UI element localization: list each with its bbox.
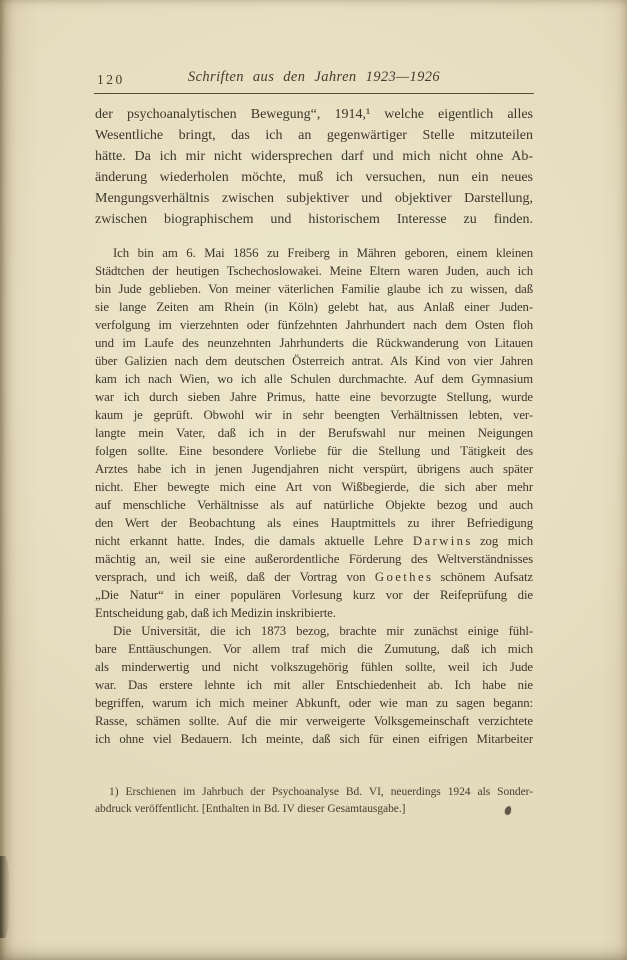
paragraph-introduction [95,104,533,230]
text-line: versprach, und ich weiß, daß der Vortrag von G o e t h e s schönem Aufsatz [95,570,533,584]
text-line: als minderwertig und nicht volkszugehörig fühlen sollte, weil ich Jude [95,660,533,674]
text-line: langte mein Vater, daß ich in der Berufswahl nur meinen Neigungen [95,426,533,440]
paragraph-university [95,622,533,748]
text-line: bare Enttäuschungen. Vor allem traf mich die Zumutung, daß ich mich [95,642,533,656]
text-line: Ich bin am 6. Mai 1856 zu Freiberg in Mähren geboren, einem kleinen [113,246,533,260]
paragraph-biography [95,244,533,622]
text-block [95,104,533,748]
text-line: 1) Erschienen im Jahrbuch der Psychoanalyse Bd. VI, neuerdings 1924 als Sonder- [109,786,533,798]
text-line: zwischen biographischem und historischem Interesse zu finden. [95,212,533,227]
text-line: war ich durch sieben Jahre Primus, hatte eine bevorzugte Stellung, wurde [95,390,533,404]
text-line: Die Universität, die ich 1873 bezog, brachte mir zunächst einige fühl- [113,624,533,638]
text-line: folgen sollte. Eine besondere Vorliebe für die Stellung und Tätigkeit des [95,444,533,458]
text-line: sie lange Zeiten am Rhein (in Köln) gelebt hat, aus Anlaß einer Juden- [95,300,533,314]
text-line: nicht erkannt hatte. Indes, die damals aktuelle Lehre D a r w i n s zog mich [95,534,533,548]
page-edge-smudge [0,856,10,938]
text-line: verfolgung im vierzehnten oder fünfzehnten Jahrhundert nach dem Osten floh [95,318,533,332]
text-line: hätte. Da ich mir nicht widersprechen darf und mich nicht ohne Ab- [95,149,533,164]
text-line: Städtchen der heutigen Tschechoslowakei. Meine Eltern waren Juden, auch ich [95,264,533,278]
page-header [95,69,533,89]
text-line: war. Das erstere lehnte ich mit aller Entschiedenheit ab. Ich habe nie [95,678,533,692]
text-line: und im Laufe des neunzehnten Jahrhunderts die Rückwanderung von Litauen [95,336,533,350]
text-line: kaum je geprüft. Obwohl wir in sehr beengten Verhältnissen lebten, ver- [95,408,533,422]
text-line: Arztes habe ich in jenen Jugendjahren nicht verspürt, übrigens auch später [95,462,533,476]
text-line: Entscheidung gab, daß ich Medizin inskribierte. [95,606,336,620]
page-number: 120 [97,72,125,87]
footnote [95,784,533,818]
text-line: „Die Natur“ in einer populären Vorlesung kurz vor der Reifeprüfung die [95,588,533,602]
text-line: bin Jude geblieben. Von meiner väterlichen Familie glaube ich zu wissen, daß [95,282,533,296]
text-line: der psychoanalytischen Bewegung“, 1914,¹ welche eigentlich alles [95,107,533,122]
text-line: auf menschliche Verhältnisse als auf natürliche Objekte bezog und auch [95,498,533,512]
text-line: begriffen, warum ich mich meiner Abkunft, oder wie man zu sagen begann: [95,696,533,710]
text-line: mächtig an, weil sie eine außerordentliche Förderung des Weltverständnisses [95,552,533,566]
text-line: den Wert der Beobachtung als eines Hauptmittels zu ihrer Befriedigung [95,516,533,530]
text-line: Mengungsverhältnis zwischen subjektiver und objektiver Darstellung, [95,191,533,206]
text-line: ich ohne viel Bedauern. Ich meinte, daß sich für einen eifrigen Mitarbeiter [95,732,533,746]
running-title: Schriften aus den Jahren 1923—1926 [187,69,441,85]
text-line: abdruck veröffentlicht. [Enthalten in Bd. IV dieser Gesamtausgabe.] [95,803,406,815]
text-line: änderung wiederholen möchte, muß ich versuchen, nun ein neues [95,170,533,185]
text-line: über Galizien nach dem deutschen Österreich antrat. Als Kind von vier Jahren [95,354,533,368]
header-rule [94,93,534,94]
text-line: kam ich nach Wien, wo ich alle Schulen durchmachte. Auf dem Gymnasium [95,372,533,386]
text-line: Wesentliche bringt, das ich an gegenwärtiger Stelle mitzuteilen [95,128,533,143]
text-line: Rasse, schämen sollte. Auf die mir verweigerte Volksgemeinschaft verzichtete [95,714,533,728]
text-line: nicht. Eher bewegte mich eine Art von Wißbegierde, die sich aber mehr [95,480,533,494]
